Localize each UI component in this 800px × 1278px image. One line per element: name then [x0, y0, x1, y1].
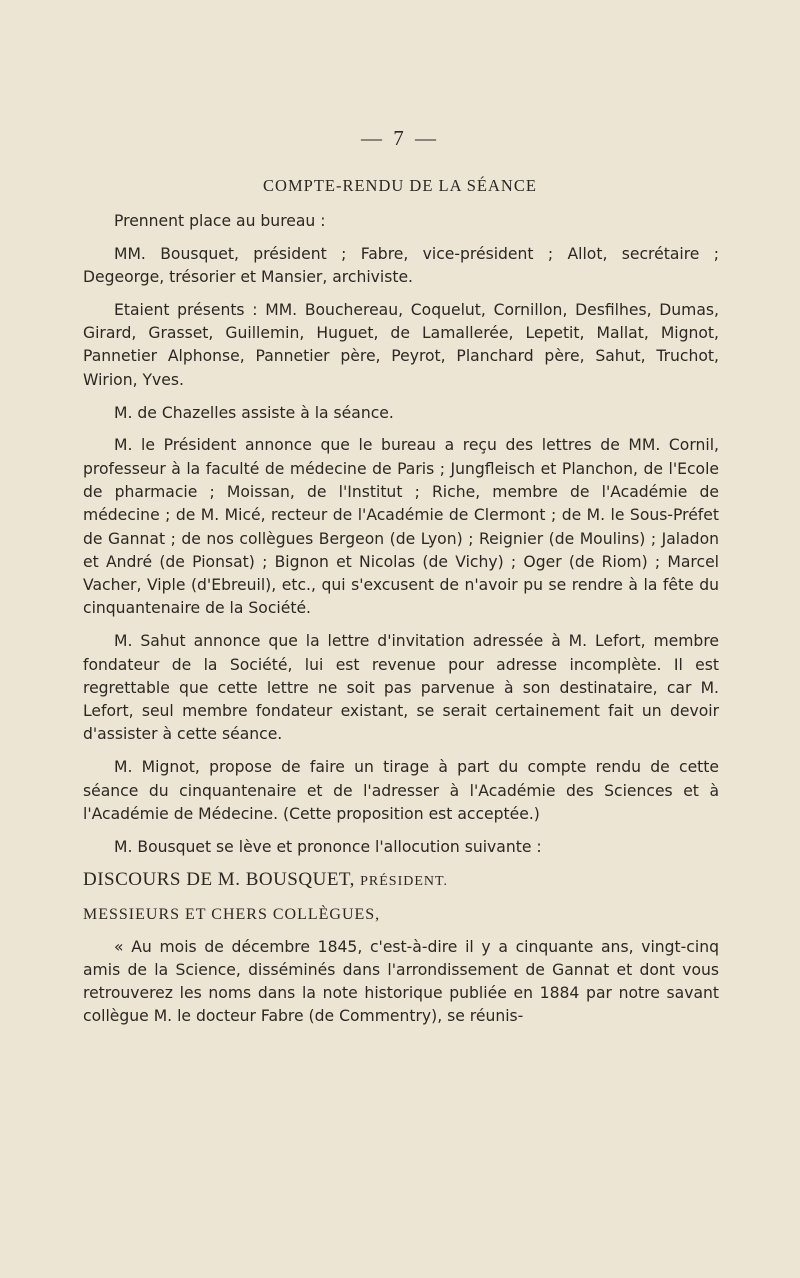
paragraph: M. Mignot, propose de faire un tirage à part du compte rendu de cette séance du cinquantenaire et de l'adresser à l'Académie des Sciences et à l'Académie de Médecine. (Cette proposition est acceptée.) — [83, 758, 719, 823]
paragraph: Etaient présents : MM. Bouchereau, Coquelut, Cornillon, Desfilhes, Dumas, Girard, Grasset, Guillemin, Huguet, de Lamallerée, Lepetit, Mallat, Mignot, Pannetier Alphonse, Pannetier père, Peyrot, Planchard père, Sahut, Truchot, Wirion, Yves. — [83, 300, 719, 389]
paragraph: M. de Chazelles assiste à la séance. — [114, 403, 394, 422]
paragraph: M. Sahut annonce que la lettre d'invitation adressée à M. Lefort, membre fondateur de la Société, lui est revenue pour adresse incomplète. Il est regrettable que cette lettre ne soit pas parvenue à son destinataire, car M. Lefort, seul membre fondateur existant, se serait certainement fait un devoir d'assister à cette séance. — [83, 632, 719, 744]
section-heading: COMPTE-RENDU DE LA SÉANCE — [263, 176, 537, 195]
page-number: — 7 — — [361, 126, 439, 150]
paragraph: Prennent place au bureau : — [114, 212, 326, 230]
paragraph: M. Bousquet se lève et prononce l'allocution suivante : — [114, 837, 542, 856]
speech-role: PRÉSIDENT. — [360, 873, 449, 889]
speech-title-text: DISCOURS DE M. BOUSQUET, — [83, 868, 355, 890]
paragraph: MM. Bousquet, président ; Fabre, vice-président ; Allot, secrétaire ; Degeorge, trésorier et Mansier, archiviste. — [83, 244, 719, 287]
body-text — [83, 210, 719, 1038]
speech-title — [83, 868, 719, 893]
salutation: MESSIEURS ET CHERS COLLÈGUES, — [83, 905, 381, 923]
paragraph: M. le Président annonce que le bureau a reçu des lettres de MM. Cornil, professeur à la faculté de médecine de Paris ; Jungfleisch et Planchon, de l'Ecole de pharmacie ; Moissan, de l'Institut ; Riche, membre de l'Académie de médecine ; de M. Micé, recteur de l'Académie de Clermont ; de M. le Sous-Préfet de Gannat ; de nos collègues Bergeon (de Lyon) ; Reignier (de Moulins) ; Jaladon et André (de Pionsat) ; Bignon et Nicolas (de Vichy) ; Oger (de Riom) ; Marcel Vacher, Viple (d'Ebreuil), etc., qui s'excusent de n'avoir pu se rendre à la fête du cinquantenaire de la Société. — [83, 436, 719, 618]
speech-paragraph: « Au mois de décembre 1845, c'est-à-dire il y a cinquante ans, vingt-cinq amis de la Science, disséminés dans l'arrondissement de Gannat et dont vous retrouverez les noms dans la note historique publiée en 1884 par notre savant collègue M. le docteur Fabre (de Commentry), se réunis- — [83, 937, 719, 1026]
